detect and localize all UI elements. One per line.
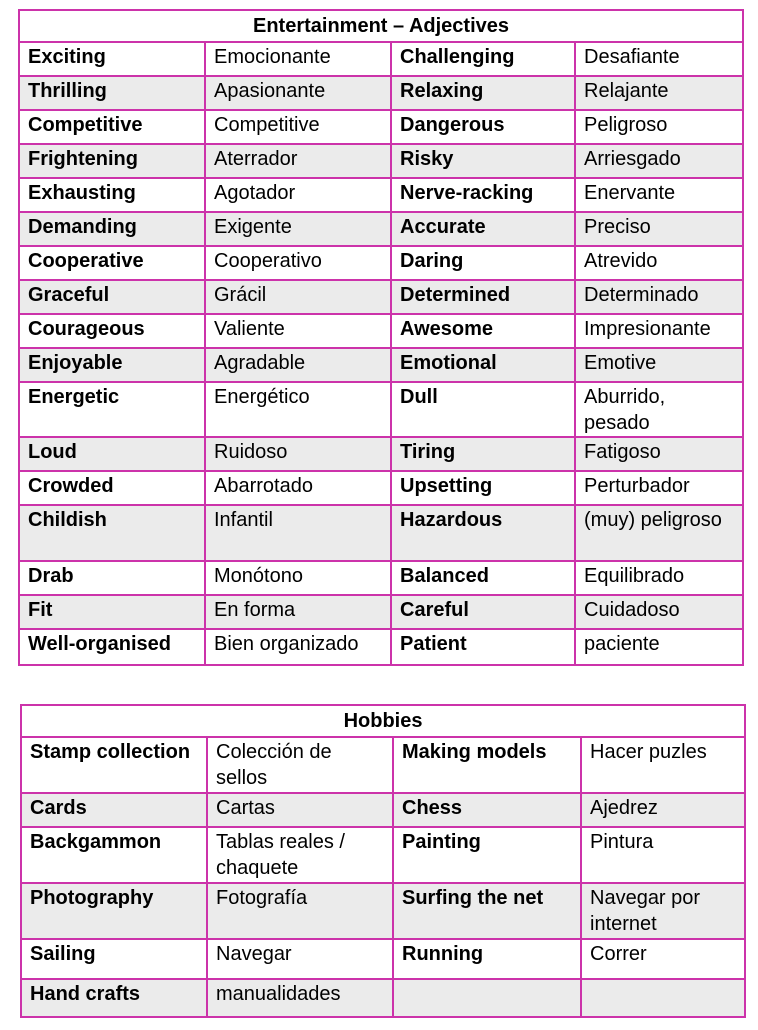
hobbies-row [21, 793, 745, 827]
spanish-term-cell: Equilibrado [575, 561, 743, 595]
english-term-cell: Drab [19, 561, 205, 595]
english-term-cell: Cards [21, 793, 207, 827]
english-term-cell: Tiring [391, 437, 575, 471]
english-term-cell: Thrilling [19, 76, 205, 110]
spanish-term-cell: Competitive [205, 110, 391, 144]
english-term-cell: Upsetting [391, 471, 575, 505]
entertainment-row [19, 505, 743, 561]
english-term-cell: Surfing the net [393, 883, 581, 939]
entertainment-row [19, 280, 743, 314]
entertainment-table-title: Entertainment – Adjectives [19, 10, 743, 42]
spanish-term-cell: Grácil [205, 280, 391, 314]
spanish-term-cell: (muy) peligroso [575, 505, 743, 561]
english-term-cell: Energetic [19, 382, 205, 437]
english-term-cell: Dangerous [391, 110, 575, 144]
english-term-cell: Hand crafts [21, 979, 207, 1017]
english-term-cell: Loud [19, 437, 205, 471]
spanish-term-cell: Emocionante [205, 42, 391, 76]
spanish-term-cell: Emotive [575, 348, 743, 382]
spanish-term-cell: Correr [581, 939, 745, 979]
spanish-term-cell: Preciso [575, 212, 743, 246]
hobbies-row [21, 979, 745, 1017]
spanish-term-cell: Fatigoso [575, 437, 743, 471]
spanish-term-cell: Agotador [205, 178, 391, 212]
spanish-term-cell: Enervante [575, 178, 743, 212]
english-term-cell: Stamp collection [21, 737, 207, 793]
spanish-term-cell: Desafiante [575, 42, 743, 76]
english-term-cell: Courageous [19, 314, 205, 348]
english-term-cell: Making models [393, 737, 581, 793]
entertainment-row [19, 561, 743, 595]
spanish-term-cell: Peligroso [575, 110, 743, 144]
spanish-term-cell: Aterrador [205, 144, 391, 178]
spanish-term-cell: Arriesgado [575, 144, 743, 178]
english-term-cell: Patient [391, 629, 575, 665]
spanish-term-cell: Aburrido, pesado [575, 382, 743, 437]
hobbies-row [21, 883, 745, 939]
hobbies-row [21, 939, 745, 979]
english-term-cell [393, 979, 581, 1017]
english-term-cell: Demanding [19, 212, 205, 246]
spanish-term-cell: Determinado [575, 280, 743, 314]
entertainment-row [19, 348, 743, 382]
english-term-cell: Awesome [391, 314, 575, 348]
spanish-term-cell: Perturbador [575, 471, 743, 505]
spanish-term-cell: Infantil [205, 505, 391, 561]
hobbies-table [20, 704, 746, 1018]
english-term-cell: Nerve-racking [391, 178, 575, 212]
english-term-cell: Careful [391, 595, 575, 629]
english-term-cell: Risky [391, 144, 575, 178]
entertainment-row [19, 76, 743, 110]
english-term-cell: Fit [19, 595, 205, 629]
spanish-term-cell: Agradable [205, 348, 391, 382]
spanish-term-cell: Impresionante [575, 314, 743, 348]
english-term-cell: Running [393, 939, 581, 979]
spanish-term-cell: paciente [575, 629, 743, 665]
english-term-cell: Childish [19, 505, 205, 561]
entertainment-row [19, 314, 743, 348]
entertainment-row [19, 212, 743, 246]
spanish-term-cell: Cooperativo [205, 246, 391, 280]
spanish-term-cell: manualidades [207, 979, 393, 1017]
entertainment-row [19, 471, 743, 505]
english-term-cell: Painting [393, 827, 581, 883]
entertainment-row [19, 437, 743, 471]
spanish-term-cell: Apasionante [205, 76, 391, 110]
entertainment-row [19, 382, 743, 437]
spanish-term-cell: Pintura [581, 827, 745, 883]
english-term-cell: Enjoyable [19, 348, 205, 382]
english-term-cell: Dull [391, 382, 575, 437]
spanish-term-cell: Exigente [205, 212, 391, 246]
entertainment-row [19, 178, 743, 212]
spanish-term-cell: Atrevido [575, 246, 743, 280]
english-term-cell: Challenging [391, 42, 575, 76]
english-term-cell: Sailing [21, 939, 207, 979]
spanish-term-cell: Ajedrez [581, 793, 745, 827]
spanish-term-cell: Navegar [207, 939, 393, 979]
english-term-cell: Balanced [391, 561, 575, 595]
spanish-term-cell: Fotografía [207, 883, 393, 939]
spanish-term-cell: Monótono [205, 561, 391, 595]
spanish-term-cell: Navegar por internet [581, 883, 745, 939]
english-term-cell: Graceful [19, 280, 205, 314]
spanish-term-cell: Energético [205, 382, 391, 437]
english-term-cell: Backgammon [21, 827, 207, 883]
spanish-term-cell: Colección de sellos [207, 737, 393, 793]
english-term-cell: Emotional [391, 348, 575, 382]
entertainment-row [19, 110, 743, 144]
spanish-term-cell: Cartas [207, 793, 393, 827]
entertainment-adjectives-table [18, 9, 744, 666]
english-term-cell: Accurate [391, 212, 575, 246]
entertainment-row [19, 42, 743, 76]
english-term-cell: Photography [21, 883, 207, 939]
spanish-term-cell [581, 979, 745, 1017]
english-term-cell: Exciting [19, 42, 205, 76]
english-term-cell: Frightening [19, 144, 205, 178]
entertainment-row [19, 629, 743, 665]
english-term-cell: Chess [393, 793, 581, 827]
english-term-cell: Exhausting [19, 178, 205, 212]
english-term-cell: Relaxing [391, 76, 575, 110]
spanish-term-cell: Hacer puzles [581, 737, 745, 793]
entertainment-row [19, 246, 743, 280]
spanish-term-cell: Bien organizado [205, 629, 391, 665]
english-term-cell: Hazardous [391, 505, 575, 561]
hobbies-row [21, 737, 745, 793]
spanish-term-cell: En forma [205, 595, 391, 629]
spanish-term-cell: Abarrotado [205, 471, 391, 505]
english-term-cell: Determined [391, 280, 575, 314]
spanish-term-cell: Relajante [575, 76, 743, 110]
hobbies-row [21, 827, 745, 883]
hobbies-table-title: Hobbies [21, 705, 745, 737]
english-term-cell: Crowded [19, 471, 205, 505]
entertainment-row [19, 595, 743, 629]
spanish-term-cell: Valiente [205, 314, 391, 348]
english-term-cell: Daring [391, 246, 575, 280]
entertainment-row [19, 144, 743, 178]
english-term-cell: Competitive [19, 110, 205, 144]
english-term-cell: Cooperative [19, 246, 205, 280]
spanish-term-cell: Ruidoso [205, 437, 391, 471]
spanish-term-cell: Tablas reales / chaquete [207, 827, 393, 883]
spanish-term-cell: Cuidadoso [575, 595, 743, 629]
english-term-cell: Well-organised [19, 629, 205, 665]
